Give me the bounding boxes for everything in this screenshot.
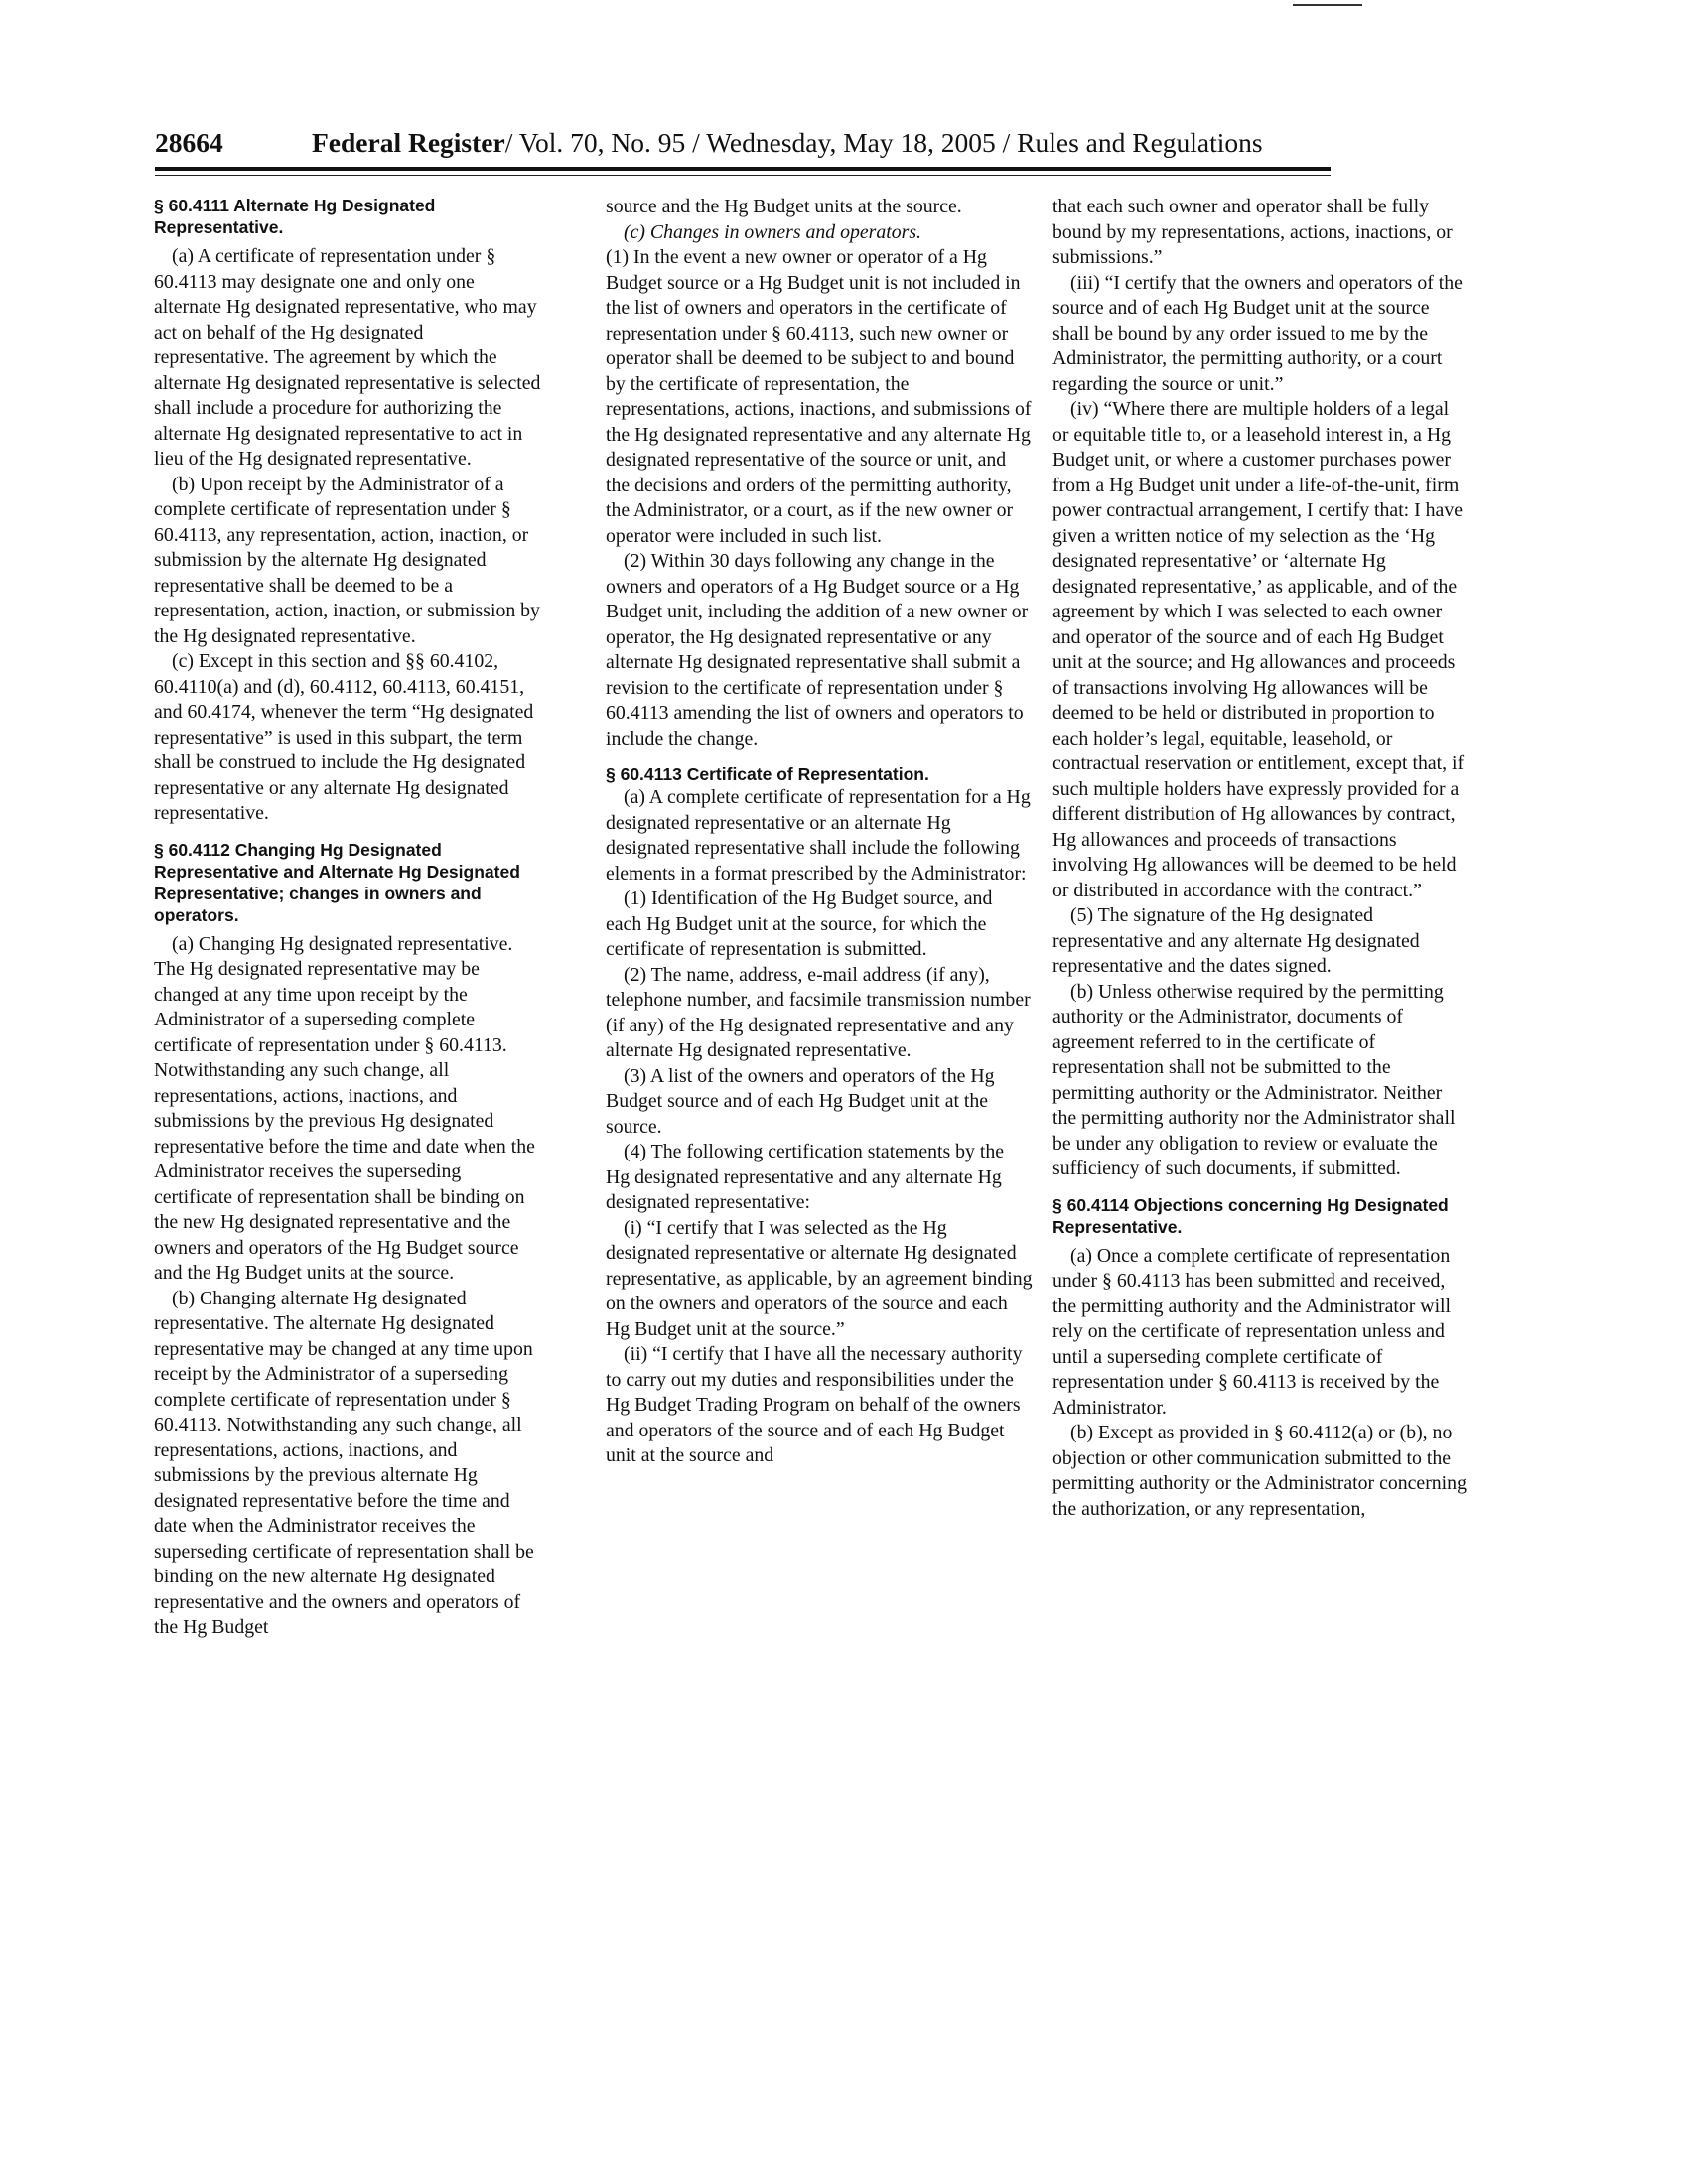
- header-rule-thick: [155, 167, 1331, 171]
- paragraph: (a) A certificate of representation under § 60.4113 may designate one and only one alternate Hg designated representative, who may act on behalf of the Hg designated representative. The agreement by which the alternate Hg designated representative is selected shall include a procedure for authorizing the alternate Hg designated representative to act in lieu of the Hg designated representative.: [154, 245, 541, 470]
- subsection-label: (c) Changes in owners and operators.: [624, 220, 922, 243]
- paragraph: (i) “I certify that I was selected as the Hg designated representative or alternate Hg designated representative, as applicable, by an agreement binding on the owners and operators of the source and each Hg Budget unit at the source.”: [606, 1216, 1033, 1340]
- section-heading-60-4113: § 60.4113 Certificate of Representation.: [606, 764, 929, 784]
- paragraph: (a) Changing Hg designated representative. The Hg designated representative may be changed at any time upon receipt by the Administrator of a superseding complete certificate of representation under § 60.4113. Notwithstanding any such change, all representations, actions, inactions, and submissions by the previous Hg designated representative before the time and date when the Administrator receives the superseding certificate of representation shall be binding on the new Hg designated representative and the owners and operators of the Hg Budget source and the Hg Budget units at the source.: [154, 932, 535, 1284]
- paragraph: (c) Except in this section and §§ 60.4102, 60.4110(a) and (d), 60.4112, 60.4113, 60.4151, and 60.4174, whenever the term “Hg designated representative” is used in this subpart, the term shall be construed to include the Hg designated representative or any alternate Hg designated representative.: [154, 650, 534, 824]
- running-title: [312, 127, 1263, 159]
- paragraph: (5) The signature of the Hg designated representative and any alternate Hg designated representative and the dates signed.: [1052, 904, 1420, 977]
- text-column-1: [154, 195, 543, 1641]
- paragraph: (1) In the event a new owner or operator of a Hg Budget source or a Hg Budget unit is not included in the list of owners and operators in the certificate of representation under § 60.4113, such new owner or operator shall be deemed to be subject to and bound by the certificate of representation, the representations, actions, inactions, and submissions of the Hg designated representative and any alternate Hg designated representative of the source or unit, and the decisions and orders of the permitting authority, the Administrator, or a court, as if the new owner or operator were included in such list.: [606, 246, 1032, 547]
- paragraph: (iv) “Where there are multiple holders of a legal or equitable title to, or a leasehold interest in, a Hg Budget unit, or where a customer purchases power from a Hg Budget unit under a life-of-the-unit, firm power contractual arrangement, I certify that: I have given a written notice of my selection as the ‘Hg designated representative’ or ‘alternate Hg designated representative,’ as applicable, and of the agreement by which I was selected to each owner and operator of the source and of each Hg Budget unit at the source; and Hg allowances and proceeds of transactions involving Hg allowances will be deemed to be held or distributed in proportion to each holder’s legal, equitable, leasehold, or contractual reservation or entitlement, except that, if such multiple holders have expressly provided for a different distribution of Hg allowances by contract, Hg allowances and proceeds of transactions involving Hg allowances will be deemed to be held or distributed in accordance with the contract.”: [1052, 398, 1465, 901]
- paragraph: (iii) “I certify that the owners and operators of the source and of each Hg Budget unit at the source shall be bound by any order issued to me by the Administrator, the permitting authority, or a court regarding the source or unit.”: [1052, 271, 1463, 395]
- publication-name: Federal Register: [312, 127, 505, 158]
- section-heading-60-4112: § 60.4112 Changing Hg Designated Representative and Alternate Hg Designated Representative; changes in owners and operators.: [154, 839, 520, 925]
- paragraph: (ii) “I certify that I have all the necessary authority to carry out my duties and responsibilities under the Hg Budget Trading Program on behalf of the owners and operators of the source and of each Hg Budget unit at the source and: [606, 1343, 1023, 1466]
- page-header: [155, 127, 1331, 167]
- paragraph: (2) The name, address, e-mail address (if any), telephone number, and facsimile transmission number (if any) of the Hg designated representative and any alternate Hg designated representative.: [606, 963, 1031, 1061]
- paragraph-continued: that each such owner and operator shall be fully bound by my representations, actions, inactions, or submissions.”: [1052, 196, 1453, 268]
- paragraph: (b) Unless otherwise required by the permitting authority or the Administrator, documents of agreement referred to in the certificate of representation shall not be submitted to the permitting authority or the Administrator. Neither the permitting authority nor the Administrator shall be under any obligation to review or evaluate the sufficiency of such documents, if submitted.: [1052, 980, 1456, 1179]
- paragraph: (b) Changing alternate Hg designated representative. The alternate Hg designated representative may be changed at any time upon receipt by the Administrator of a superseding complete certificate of representation under § 60.4113. Notwithstanding any such change, all representations, actions, inactions, and submissions by the previous alternate Hg designated representative before the time and date when the Administrator receives the superseding certificate of representation shall be binding on the new alternate Hg designated representative and the owners and operators of the Hg Budget: [154, 1287, 534, 1638]
- paragraph-continued: source and the Hg Budget units at the source.: [606, 196, 962, 217]
- paragraph: (a) Once a complete certificate of representation under § 60.4113 has been submitted and received, the permitting authority and the Administrator will rely on the certificate of representation unless and until a superseding complete certificate of representation under § 60.4113 is received by the Administrator.: [1052, 1244, 1452, 1419]
- top-margin-line: [1293, 4, 1362, 6]
- text-column-2: [606, 195, 1033, 1469]
- issue-info: / Vol. 70, No. 95 / Wednesday, May 18, 2005 / Rules and Regulations: [504, 127, 1263, 158]
- text-column-3: [1052, 195, 1470, 1522]
- paragraph: (4) The following certification statements by the Hg designated representative and any alternate Hg designated representative:: [606, 1141, 1005, 1213]
- paragraph: (3) A list of the owners and operators of the Hg Budget source and of each Hg Budget unit at the source.: [606, 1064, 995, 1138]
- paragraph: (1) Identification of the Hg Budget source, and each Hg Budget unit at the source, for which the certificate of representation is submitted.: [606, 887, 993, 960]
- paragraph-heading: [606, 220, 1033, 246]
- paragraph: (b) Except as provided in § 60.4112(a) or (b), no objection or other communication submitted to the permitting authority or the Administrator concerning the authorization, or any representation,: [1052, 1422, 1467, 1520]
- page-number: 28664: [155, 127, 223, 158]
- paragraph: (a) A complete certificate of representation for a Hg designated representative or an alternate Hg designated representative shall include the following elements in a format prescribed by the Administrator:: [606, 786, 1031, 885]
- paragraph: (2) Within 30 days following any change in the owners and operators of a Hg Budget source or a Hg Budget unit, including the addition of a new owner or operator, the Hg designated representative or any alternate Hg designated representative shall submit a revision to the certificate of representation under § 60.4113 amending the list of owners and operators to include the change.: [606, 550, 1029, 750]
- section-heading-60-4114: § 60.4114 Objections concerning Hg Designated Representative.: [1052, 1194, 1449, 1237]
- paragraph: (b) Upon receipt by the Administrator of a complete certificate of representation under § 60.4113, any representation, action, inaction, or submission by the alternate Hg designated representative shall be deemed to be a representation, action, inaction, or submission by the Hg designated representative.: [154, 473, 540, 647]
- header-rule-thin: [155, 175, 1331, 176]
- section-heading-60-4111: § 60.4111 Alternate Hg Designated Representative.: [154, 196, 436, 237]
